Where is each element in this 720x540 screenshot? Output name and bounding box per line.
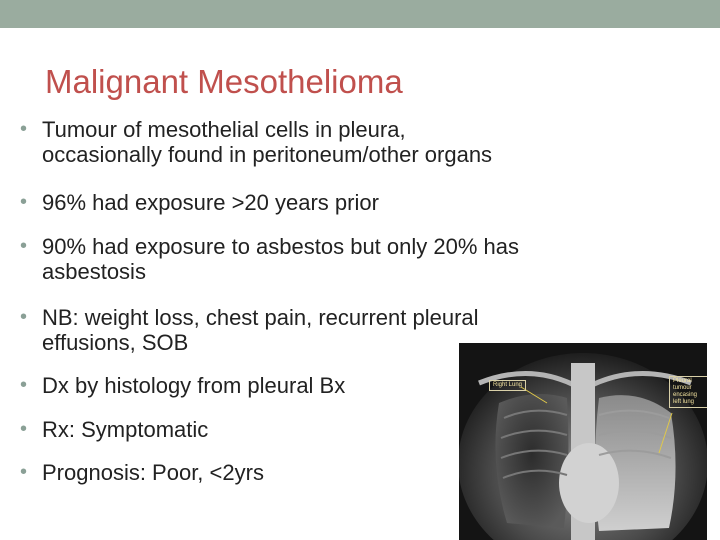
- bullet-item-definition: [20, 117, 660, 167]
- xray-label-pleural-tumour: Pleural tumour encasing left lung: [669, 376, 707, 408]
- bullet-icon: •: [20, 374, 28, 396]
- chest-xray-image: [459, 343, 707, 540]
- bullet-icon: •: [20, 418, 28, 440]
- bullet-text: Dx by histology from pleural Bx: [42, 373, 346, 398]
- bullet-text: 96% had exposure >20 years prior: [42, 190, 379, 215]
- bullet-icon: •: [20, 191, 28, 213]
- bullet-icon: •: [20, 118, 28, 140]
- bullet-text: NB: weight loss, chest pain, recurrent pleural effusions, SOB: [42, 305, 479, 355]
- bullet-item-exposure-years: [20, 190, 660, 215]
- bullet-text: Prognosis: Poor, <2yrs: [42, 460, 264, 485]
- slide-title: Malignant Mesothelioma: [45, 63, 403, 100]
- chest-xray-drawing: [459, 343, 707, 540]
- bullet-text: Rx: Symptomatic: [42, 417, 209, 442]
- bullet-text: 90% had exposure to asbestos but only 20% has asbestosis: [42, 234, 519, 284]
- bullet-icon: •: [20, 461, 28, 483]
- bullet-icon: •: [20, 306, 28, 328]
- xray-label-right-lung: Right Lung: [489, 380, 526, 391]
- bullet-icon: •: [20, 235, 28, 257]
- bullet-text: Tumour of mesothelial cells in pleura, occasionally found in peritoneum/other organs: [42, 117, 493, 167]
- top-accent-bar: [0, 0, 720, 28]
- bullet-item-asbestos: [20, 234, 660, 284]
